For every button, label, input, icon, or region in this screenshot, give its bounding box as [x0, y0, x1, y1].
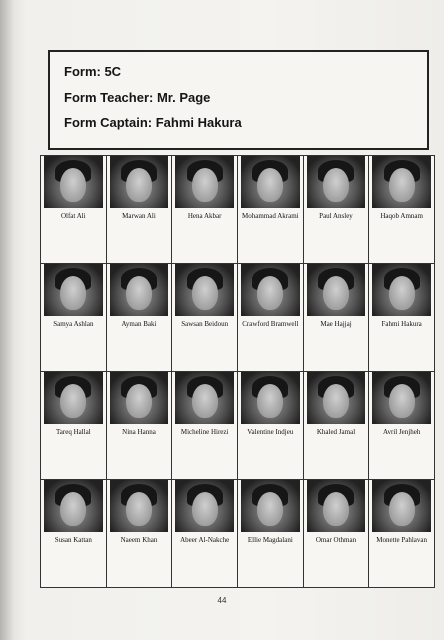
student-name: Valentine Indjeu — [247, 428, 294, 436]
student-cell — [41, 264, 107, 372]
student-name: Khaled Jamal — [316, 428, 356, 436]
photo-face-shape — [126, 168, 152, 202]
student-name: Avril Jenjheh — [382, 428, 421, 436]
photo-face-shape — [389, 168, 415, 202]
student-photo — [44, 156, 103, 208]
student-name: Mae Hajjaj — [320, 320, 352, 328]
student-photo — [110, 372, 169, 424]
student-cell — [107, 480, 173, 588]
photo-face-shape — [389, 276, 415, 310]
photo-face-shape — [60, 276, 86, 310]
student-cell — [304, 264, 370, 372]
student-name: Fahmi Hakura — [381, 320, 422, 328]
photo-face-shape — [192, 276, 218, 310]
photo-face-shape — [192, 492, 218, 526]
student-name: Omar Othman — [315, 536, 357, 544]
student-name: Samya Ashlan — [53, 320, 94, 328]
student-cell — [238, 480, 304, 588]
student-cell — [41, 480, 107, 588]
student-photo — [175, 480, 234, 532]
student-photo — [175, 156, 234, 208]
student-name: Ayman Baki — [121, 320, 157, 328]
student-cell — [107, 264, 173, 372]
student-photo — [241, 156, 300, 208]
photo-face-shape — [192, 168, 218, 202]
student-cell — [238, 156, 304, 264]
student-photo — [110, 264, 169, 316]
student-photo — [372, 156, 431, 208]
student-photo — [372, 372, 431, 424]
photo-face-shape — [257, 492, 283, 526]
student-cell — [41, 156, 107, 264]
page-edge-shadow — [0, 0, 14, 640]
student-name: Nina Hanna — [122, 428, 156, 436]
photo-face-shape — [323, 384, 349, 418]
student-cell — [369, 480, 435, 588]
student-name: Crawford Bramwell — [242, 320, 299, 328]
student-name: Susan Kattan — [54, 536, 92, 544]
photo-face-shape — [257, 276, 283, 310]
student-photo — [241, 480, 300, 532]
student-cell — [172, 372, 238, 480]
photo-face-shape — [126, 384, 152, 418]
student-name: Haqob Amnam — [380, 212, 423, 220]
student-photo — [372, 264, 431, 316]
student-name: Abeer Al-Nakche — [180, 536, 230, 544]
student-cell — [304, 372, 370, 480]
student-cell — [107, 156, 173, 264]
student-cell — [172, 264, 238, 372]
student-photo — [307, 480, 366, 532]
student-photo — [372, 480, 431, 532]
page-number: 44 — [217, 596, 227, 605]
student-cell — [41, 372, 107, 480]
student-name: Hena Akbar — [187, 212, 222, 220]
student-photo — [44, 480, 103, 532]
student-cell — [369, 156, 435, 264]
student-name: Tareq Hallal — [55, 428, 91, 436]
student-photo — [241, 372, 300, 424]
photo-face-shape — [257, 384, 283, 418]
student-photo — [175, 372, 234, 424]
photo-face-shape — [192, 384, 218, 418]
student-cell — [304, 156, 370, 264]
photo-face-shape — [126, 492, 152, 526]
student-name: Ellie Magdalani — [247, 536, 293, 544]
form-captain: Form Captain: Fahmi Hakura — [64, 115, 242, 130]
student-photo — [110, 480, 169, 532]
photo-face-shape — [60, 168, 86, 202]
photo-face-shape — [323, 492, 349, 526]
student-cell — [369, 264, 435, 372]
student-cell — [172, 480, 238, 588]
student-photo — [307, 264, 366, 316]
student-cell — [172, 156, 238, 264]
student-photo — [241, 264, 300, 316]
photo-face-shape — [126, 276, 152, 310]
student-name: Paul Ansley — [319, 212, 353, 220]
student-photo-grid — [40, 155, 435, 588]
student-photo — [110, 156, 169, 208]
student-cell — [238, 372, 304, 480]
student-name: Marwan Ali — [122, 212, 156, 220]
photo-face-shape — [257, 168, 283, 202]
form-teacher: Form Teacher: Mr. Page — [64, 90, 211, 105]
form-header-box — [48, 50, 429, 150]
photo-face-shape — [60, 384, 86, 418]
photo-face-shape — [323, 168, 349, 202]
photo-face-shape — [389, 492, 415, 526]
student-cell — [238, 264, 304, 372]
form-title: Form: 5C — [64, 64, 122, 79]
student-cell — [304, 480, 370, 588]
photo-face-shape — [323, 276, 349, 310]
photo-face-shape — [389, 384, 415, 418]
student-photo — [175, 264, 234, 316]
student-name: Naeem Khan — [120, 536, 158, 544]
student-name: Micheline Hirezi — [180, 428, 229, 436]
student-name: Mohammad Akrami — [242, 212, 299, 220]
student-name: Sawsan Beidoun — [181, 320, 229, 328]
student-photo — [44, 372, 103, 424]
student-name: Monette Pahlavan — [376, 536, 428, 544]
student-cell — [369, 372, 435, 480]
student-name: Olfat Ali — [60, 212, 86, 220]
photo-face-shape — [60, 492, 86, 526]
student-photo — [307, 372, 366, 424]
student-cell — [107, 372, 173, 480]
student-photo — [44, 264, 103, 316]
student-photo — [307, 156, 366, 208]
